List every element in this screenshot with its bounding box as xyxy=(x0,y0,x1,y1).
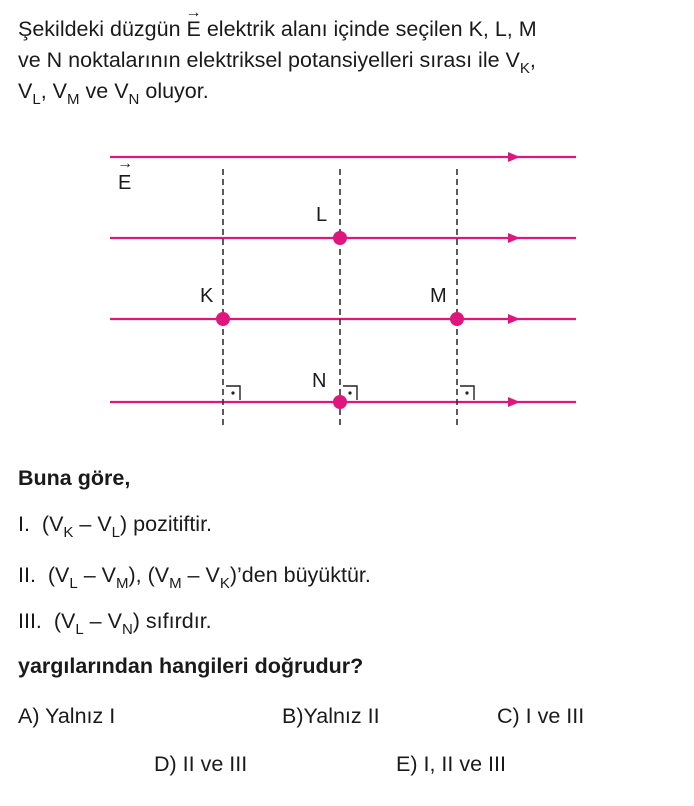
subscript: N xyxy=(121,621,133,638)
text-segment: oluyor. xyxy=(145,79,209,103)
subscript: K xyxy=(63,524,74,541)
statement-3 xyxy=(18,609,212,638)
subscript-m: M xyxy=(67,91,80,108)
option-b[interactable]: B)Yalnız II xyxy=(282,704,380,728)
right-angle-marks xyxy=(226,386,474,400)
equipotential-lines xyxy=(223,169,457,428)
text-segment: ), (V xyxy=(128,563,170,587)
text-segment: Şekildeki düzgün xyxy=(18,17,187,41)
point-k xyxy=(216,312,230,326)
text-segment: (V xyxy=(41,512,64,536)
subscript: M xyxy=(115,575,129,592)
text-segment: )’den büyüktür. xyxy=(229,563,371,587)
text-segment: ve xyxy=(85,79,109,103)
text-segment: (V xyxy=(47,563,70,587)
option-a[interactable]: A) Yalnız I xyxy=(18,704,116,728)
subscript: L xyxy=(111,524,121,541)
option-c[interactable]: C) I ve III xyxy=(497,704,585,728)
text-segment: ve N noktalarının elektriksel potansiyelleri sırası ile V xyxy=(18,48,520,72)
option-d[interactable]: D) II ve III xyxy=(154,752,248,776)
electric-field-figure xyxy=(0,140,694,440)
statement-number: I. xyxy=(18,512,30,536)
text-segment: elektrik alanı içinde seçilen K, L, M xyxy=(200,17,537,41)
v-symbol: V xyxy=(18,79,33,103)
arrowhead-2 xyxy=(508,233,520,243)
right-angle-dot-icon xyxy=(465,391,468,394)
statement-number: III. xyxy=(18,609,42,633)
point-n xyxy=(333,395,347,409)
statement-number: II. xyxy=(18,563,36,587)
statement-2 xyxy=(18,563,371,592)
subscript: L xyxy=(75,621,84,638)
prompt-text: Buna göre, xyxy=(18,466,131,490)
label-n: N xyxy=(312,370,327,392)
subscript: M xyxy=(169,575,182,592)
ask-text: yargılarından hangileri doğrudur? xyxy=(18,654,364,678)
text-segment: – V xyxy=(77,563,116,587)
point-l xyxy=(333,231,347,245)
point-m xyxy=(450,312,464,326)
e-field-symbol: → E xyxy=(187,14,201,45)
subscript: K xyxy=(219,575,230,592)
arrowhead-3 xyxy=(508,314,520,324)
v-symbol: V xyxy=(52,79,67,103)
label-m: M xyxy=(430,285,447,307)
question-line-1 xyxy=(18,14,680,45)
v-symbol: V xyxy=(114,79,129,103)
e-field-label: → E xyxy=(118,172,131,195)
text-segment: ) pozitiftir. xyxy=(120,512,213,536)
right-angle-dot-icon xyxy=(348,391,351,394)
text-segment: (V xyxy=(53,609,76,633)
subscript-n: N xyxy=(128,91,140,108)
text-segment: – V xyxy=(181,563,220,587)
label-l: L xyxy=(316,204,328,226)
statement-1 xyxy=(18,512,213,541)
question-line-2 xyxy=(18,45,680,76)
text-segment: – V xyxy=(73,512,112,536)
subscript: L xyxy=(69,575,78,592)
field-lines xyxy=(110,152,576,407)
label-k: K xyxy=(200,285,214,307)
arrowhead-4 xyxy=(508,397,520,407)
comma: , xyxy=(529,48,536,72)
question-text xyxy=(18,14,680,107)
arrowhead-1 xyxy=(508,152,520,162)
question-line-3 xyxy=(18,76,680,107)
comma: , xyxy=(40,79,47,103)
text-segment: – V xyxy=(83,609,122,633)
right-angle-dot-icon xyxy=(231,391,234,394)
option-e[interactable]: E) I, II ve III xyxy=(396,752,506,776)
subscript-k: K xyxy=(519,60,530,77)
subscript-l: L xyxy=(32,91,41,108)
text-segment: ) sıfırdır. xyxy=(132,609,212,633)
